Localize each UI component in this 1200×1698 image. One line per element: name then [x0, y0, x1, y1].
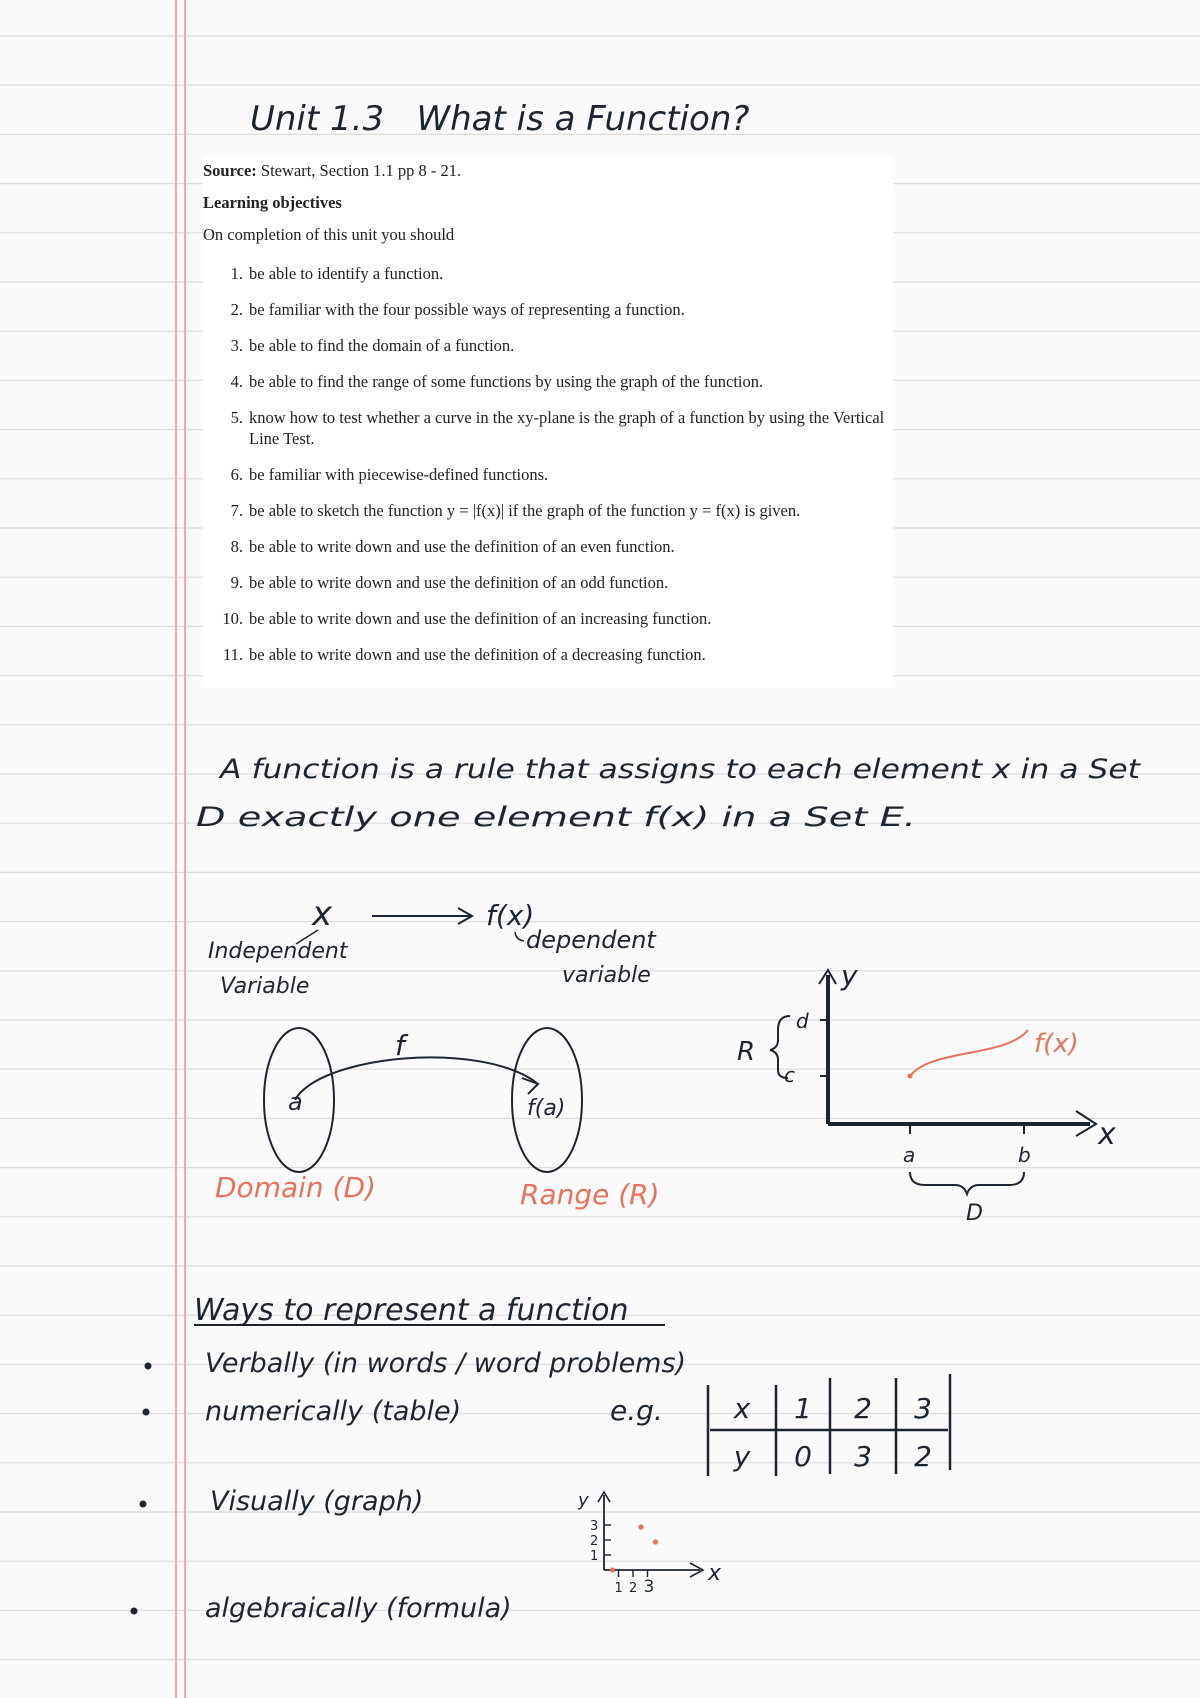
bullet [145, 1363, 152, 1370]
objective-number: 5. [230, 408, 243, 427]
mini-x-tick-label: 2 [629, 1581, 638, 1596]
way-verbally: Verbally (in words / word problems) [205, 1348, 687, 1379]
objective-number: 1. [230, 264, 243, 283]
mini-x-tick-label: 3 [643, 1577, 655, 1597]
page-title: Unit 1.3 What is a Function? [250, 99, 750, 139]
objective-item [203, 371, 893, 392]
objective-number: 6. [230, 465, 243, 484]
fx-endpoint [908, 1074, 913, 1079]
table-cell: 2 [914, 1440, 932, 1473]
objective-number: 4. [230, 372, 243, 391]
source-label: Source: [203, 161, 257, 180]
learning-objectives-heading: Learning objectives [203, 193, 342, 212]
mapping-x: x [312, 894, 333, 934]
way-algebraically: algebraically (formula) [205, 1593, 512, 1624]
learning-objectives-box [203, 155, 893, 688]
objective-text: be able to identify a function. [249, 264, 444, 283]
ways-heading: Ways to represent a function [194, 1293, 629, 1328]
graph-x-label: x [1098, 1117, 1116, 1152]
bullet [143, 1409, 150, 1416]
objective-item [203, 500, 893, 521]
mini-y-tick-label: 1 [590, 1549, 599, 1564]
objective-text: be able to sketch the function y = |f(x)| if the graph of the function y = f(x) is given. [249, 501, 801, 520]
f-label: f [395, 1029, 405, 1062]
source-text: Stewart, Section 1.1 pp 8 - 21. [260, 161, 462, 180]
mapping-curve-head [522, 1078, 538, 1094]
objective-number: 8. [230, 537, 243, 556]
mini-data-point [653, 1539, 658, 1544]
mini-y-tick-label: 3 [590, 1519, 599, 1534]
objective-item [203, 407, 893, 449]
objective-text: be able to write down and use the definition of a decreasing function. [249, 645, 706, 664]
mini-data-point [610, 1567, 615, 1572]
variable-label-1: Variable [220, 974, 310, 999]
table-cell: y [733, 1440, 751, 1473]
mini-y-label: y [578, 1490, 589, 1511]
dependent-pointer [515, 932, 524, 941]
objective-text: be able to find the domain of a function. [249, 336, 515, 355]
definition-line-1: A function is a rule that assigns to each element x in a Set [217, 754, 1142, 785]
bullet [131, 1608, 138, 1615]
table-cell: 2 [854, 1392, 872, 1425]
table-cell: 3 [914, 1392, 932, 1425]
objective-number: 10. [222, 609, 243, 628]
variable-label-2: variable [562, 963, 651, 988]
mini-data-point [638, 1524, 643, 1529]
objective-item [203, 335, 893, 356]
objective-item [203, 263, 893, 284]
objective-number: 11. [222, 645, 243, 664]
eg-label: e.g. [610, 1394, 663, 1427]
mapping-curve [295, 1057, 537, 1100]
objective-text: know how to test whether a curve in the xy-plane is the graph of a function by using the Vertical Line Test. [249, 408, 885, 448]
objective-number: 7. [230, 501, 243, 520]
objective-number: 9. [230, 573, 243, 592]
fx-label: f(x) [1034, 1029, 1079, 1059]
objective-text: be able to write down and use the definition of an odd function. [249, 573, 669, 592]
independent-label: Independent [208, 939, 348, 964]
dependent-label: dependent [526, 926, 656, 954]
domain-brace [910, 1172, 1024, 1194]
table-cell: x [733, 1392, 751, 1425]
table-cell: 3 [854, 1440, 872, 1473]
objective-number: 3. [230, 336, 243, 355]
objectives-list [203, 263, 893, 665]
objective-item [203, 644, 893, 665]
objective-item [203, 608, 893, 629]
range-label: Range (R) [520, 1178, 660, 1211]
table-cell: 0 [794, 1440, 812, 1473]
way-numerically: numerically (table) [205, 1396, 462, 1427]
objective-text: be able to write down and use the definition of an increasing function. [249, 609, 712, 628]
objective-item [203, 536, 893, 557]
objective-text: be familiar with the four possible ways of representing a function. [249, 300, 685, 319]
label-d: d [796, 1009, 809, 1033]
objective-item [203, 572, 893, 593]
mini-x-tick-label: 1 [614, 1581, 623, 1596]
objective-item [203, 464, 893, 485]
label-b: b [1018, 1143, 1031, 1167]
domain-label: Domain (D) [215, 1171, 376, 1204]
intro-text: On completion of this unit you should [203, 225, 455, 244]
objective-text: be able to find the range of some functions by using the graph of the function. [249, 372, 764, 391]
objective-text: be able to write down and use the definition of an even function. [249, 537, 675, 556]
element-a: a [288, 1088, 303, 1116]
mini-y-tick-label: 2 [590, 1534, 599, 1549]
element-fa: f(a) [527, 1096, 566, 1121]
label-R: R [737, 1037, 756, 1067]
table-cell: 1 [794, 1392, 812, 1425]
label-a: a [903, 1143, 916, 1167]
way-visually: Visually (graph) [210, 1486, 424, 1517]
objective-text: be familiar with piecewise-defined functions. [249, 465, 549, 484]
source-line [203, 161, 893, 181]
label-D: D [966, 1201, 983, 1226]
objective-item [203, 299, 893, 320]
label-c: c [784, 1063, 795, 1087]
definition-line-2: D exactly one element f(x) in a Set E. [196, 802, 916, 833]
mapping-fx: f(x) [486, 899, 535, 932]
mini-x-label: x [708, 1561, 722, 1586]
graph-y-label: y [841, 959, 858, 992]
bullet [140, 1501, 147, 1508]
objective-number: 2. [230, 300, 243, 319]
